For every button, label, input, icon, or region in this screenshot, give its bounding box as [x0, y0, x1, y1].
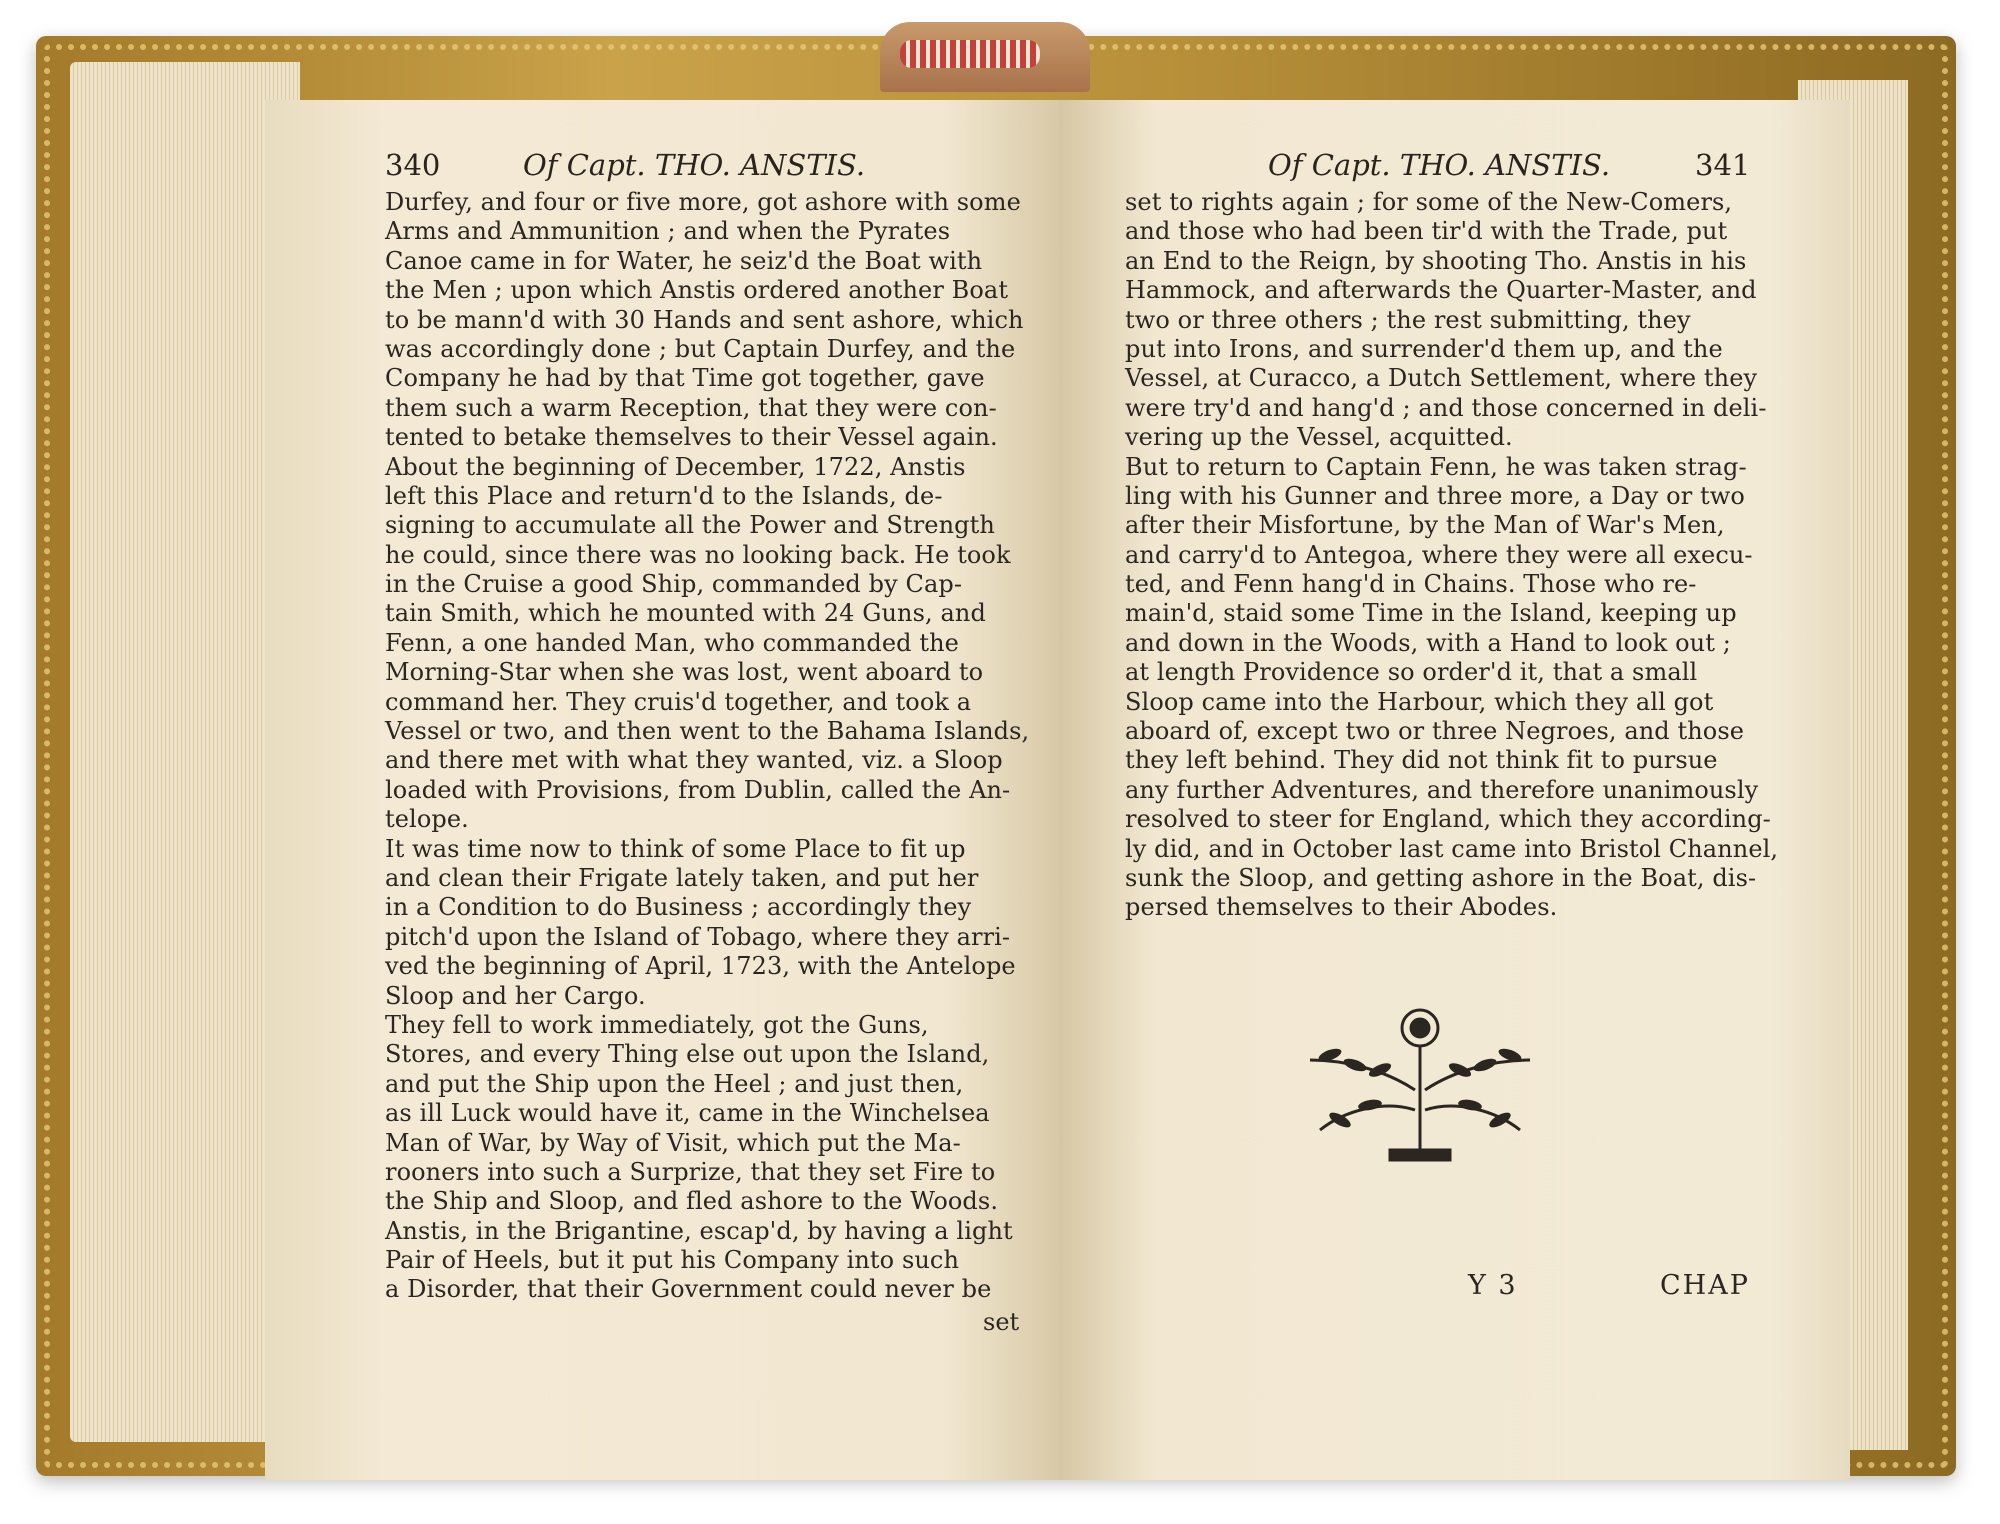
left-running-head	[265, 148, 1060, 188]
page-number: 340	[385, 148, 441, 182]
left-body-text	[385, 188, 1030, 1305]
text-line: telope.	[385, 805, 469, 834]
text-line: put into Irons, and surrender'd them up, and the	[1125, 334, 1723, 363]
text-line: in a Condition to do Business ; accordingly they	[385, 893, 972, 922]
text-line: and down in the Woods, with a Hand to look out ;	[1125, 628, 1731, 657]
text-line: Durfey, and four or five more, got ashore with some	[385, 188, 1021, 216]
text-line: signing to accumulate all the Power and Strength	[385, 511, 995, 540]
text-line: were try'd and hang'd ; and those concerned in deli-	[1125, 393, 1767, 422]
text-line: It was time now to think of some Place to fit up	[385, 834, 966, 863]
text-line: Vessel or two, and then went to the Bahama Islands,	[385, 717, 1030, 746]
text-line: tented to betake themselves to their Vessel again.	[385, 423, 998, 452]
text-line: they left behind. They did not think fit to pursue	[1125, 746, 1718, 775]
text-line: Pair of Heels, but it put his Company into such	[385, 1246, 960, 1275]
running-title: Of Capt. THO. ANSTIS.	[1268, 148, 1611, 182]
text-line: Stores, and every Thing else out upon the Island,	[385, 1040, 990, 1069]
text-line: About the beginning of December, 1722, Anstis	[385, 452, 966, 481]
text-line: sunk the Sloop, and getting ashore in the Boat, dis-	[1125, 863, 1757, 892]
text-line: Man of War, by Way of Visit, which put the Ma-	[385, 1128, 961, 1157]
left-page	[265, 100, 1060, 1480]
text-line: rooners into such a Surprize, that they set Fire to	[385, 1157, 996, 1186]
text-line: them such a warm Reception, that they were con-	[385, 393, 997, 422]
text-line: vering up the Vessel, acquitted.	[1125, 423, 1513, 452]
text-line: tain Smith, which he mounted with 24 Guns, and	[385, 599, 986, 628]
right-running-head	[1060, 148, 1850, 188]
text-line: command her. They cruis'd together, and took a	[385, 687, 972, 716]
catchword: CHAP	[1660, 1270, 1750, 1301]
text-line: a Disorder, that their Government could never be	[385, 1275, 992, 1304]
text-line: ling with his Gunner and three more, a Day or two	[1125, 481, 1745, 510]
text-line: and clean their Frigate lately taken, and put her	[385, 863, 979, 892]
text-line: was accordingly done ; but Captain Durfey, and the	[385, 334, 1016, 363]
text-line: and put the Ship upon the Heel ; and just then,	[385, 1069, 964, 1098]
catchword: set	[983, 1308, 1020, 1336]
text-line: Fenn, a one handed Man, who commanded the	[385, 628, 959, 657]
signature-mark: Y 3	[1468, 1270, 1518, 1301]
text-line: left this Place and return'd to the Islands, de-	[385, 481, 943, 510]
text-line: Morning-Star when she was lost, went aboard to	[385, 658, 984, 687]
text-line: Sloop came into the Harbour, which they all got	[1125, 687, 1714, 716]
text-line: and those who had been tir'd with the Trade, put	[1125, 217, 1728, 246]
text-line: he could, since there was no looking back. He took	[385, 540, 1011, 569]
text-line: the Men ; upon which Anstis ordered another Boat	[385, 276, 1009, 305]
text-line: as ill Luck would have it, came in the Winchelsea	[385, 1099, 990, 1128]
text-line: in the Cruise a good Ship, commanded by Cap-	[385, 570, 963, 599]
text-line: two or three others ; the rest submitting, they	[1125, 305, 1691, 334]
text-line: ved the beginning of April, 1723, with the Antelope	[385, 952, 1016, 981]
text-line: after their Misfortune, by the Man of War's Men,	[1125, 511, 1725, 540]
text-line: They fell to work immediately, got the Guns,	[385, 1010, 929, 1039]
text-line: But to return to Captain Fenn, he was taken strag-	[1125, 452, 1747, 481]
text-line: Arms and Ammunition ; and when the Pyrates	[385, 217, 951, 246]
text-line: and carry'd to Antegoa, where they were all execu-	[1125, 540, 1753, 569]
right-body-text	[1125, 188, 1780, 923]
text-line: resolved to steer for England, which they according-	[1125, 805, 1771, 834]
text-line: persed themselves to their Abodes.	[1125, 893, 1558, 922]
text-line: any further Adventures, and therefore unanimously	[1125, 775, 1759, 804]
text-line: aboard of, except two or three Negroes, and those	[1125, 717, 1745, 746]
text-line: Company he had by that Time got together, gave	[385, 364, 985, 393]
running-title: Of Capt. THO. ANSTIS.	[523, 148, 866, 182]
text-line: Sloop and her Cargo.	[385, 981, 646, 1010]
text-line: Vessel, at Curacco, a Dutch Settlement, where they	[1125, 364, 1758, 393]
text-line: ted, and Fenn hang'd in Chains. Those who re-	[1125, 570, 1697, 599]
right-page	[1060, 100, 1850, 1480]
page-number: 341	[1695, 148, 1751, 182]
text-line: main'd, staid some Time in the Island, keeping up	[1125, 599, 1737, 628]
text-line: Canoe came in for Water, he seiz'd the Boat with	[385, 246, 983, 275]
text-line: loaded with Provisions, from Dublin, called the An-	[385, 775, 1011, 804]
text-line: at length Providence so order'd it, that a small	[1125, 658, 1698, 687]
text-line: set to rights again ; for some of the New-Comers,	[1125, 188, 1733, 216]
text-line: the Ship and Sloop, and fled ashore to the Woods.	[385, 1187, 999, 1216]
text-line: to be mann'd with 30 Hands and sent ashore, which	[385, 305, 1024, 334]
text-line: ly did, and in October last came into Bristol Channel,	[1125, 834, 1779, 863]
text-line: pitch'd upon the Island of Tobago, where they arri-	[385, 922, 1011, 951]
headband	[900, 40, 1040, 68]
text-line: Anstis, in the Brigantine, escap'd, by having a light	[385, 1216, 1013, 1245]
text-line: an End to the Reign, by shooting Tho. Anstis in his	[1125, 246, 1747, 275]
text-line: and there met with what they wanted, viz. a Sloop	[385, 746, 1003, 775]
text-line: Hammock, and afterwards the Quarter-Master, and	[1125, 276, 1757, 305]
foliage-sun-tailpiece-icon	[1305, 1000, 1535, 1175]
